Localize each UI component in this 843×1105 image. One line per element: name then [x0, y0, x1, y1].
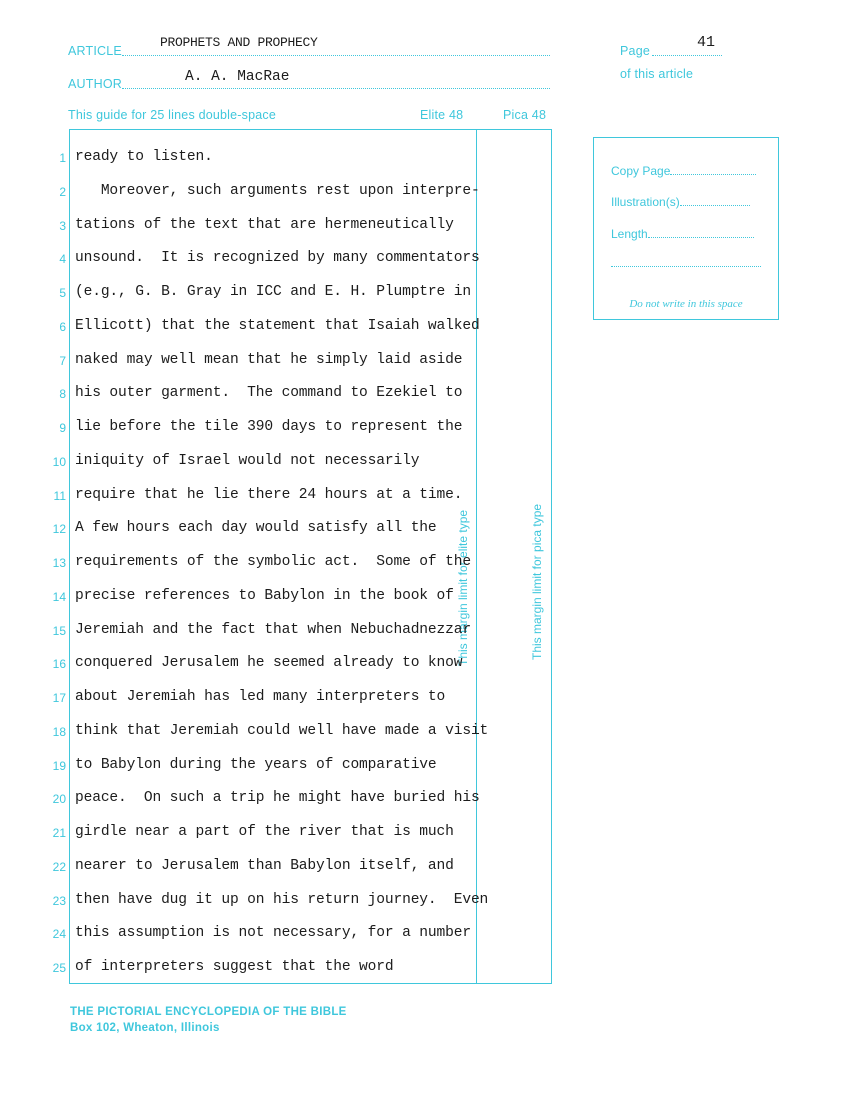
line-number: 14 — [52, 589, 66, 604]
line-number: 23 — [52, 893, 66, 908]
illustrations-label: Illustration(s) — [611, 195, 680, 209]
line-number: 6 — [59, 319, 66, 334]
manuscript-line: iniquity of Israel would not necessarily — [75, 452, 420, 469]
line-number: 5 — [59, 286, 66, 300]
manuscript-line: girdle near a part of the river that is much — [75, 824, 454, 840]
author-label: AUTHOR — [68, 77, 122, 91]
line-number: 2 — [59, 184, 66, 199]
manuscript-line: tations of the text that are hermeneutically — [75, 216, 454, 233]
copy-info-box — [593, 137, 779, 320]
copy-page-dots — [670, 174, 756, 175]
line-number: 24 — [52, 927, 66, 942]
blank-row — [611, 256, 761, 270]
pica-label: Pica 48 — [503, 108, 547, 122]
of-this-article-label: of this article — [620, 67, 694, 81]
line-number: 17 — [52, 691, 66, 705]
line-number: 9 — [59, 421, 66, 435]
line-number: 19 — [52, 758, 66, 773]
line-number: 15 — [52, 623, 66, 638]
manuscript-line: require that he lie there 24 hours at a time. — [75, 486, 463, 503]
manuscript-line: then have dug it up on his return journey. Even — [75, 891, 489, 908]
manuscript-line: precise references to Babylon in the book of — [75, 587, 454, 604]
guide-text: This guide for 25 lines double-space — [68, 108, 277, 122]
footer-address: Box 102, Wheaton, Illinois — [70, 1022, 220, 1034]
line-number: 7 — [59, 353, 66, 368]
do-not-write-note: Do not write in this space — [629, 298, 743, 310]
length-label: Length — [611, 227, 648, 241]
author-dotted-line — [122, 88, 550, 89]
article-dotted-line — [122, 55, 550, 56]
manuscript-line: of interpreters suggest that the word — [75, 959, 394, 975]
author-name: A. A. MacRae — [185, 69, 290, 85]
manuscript-line: Ellicott) that the statement that Isaiah walked — [75, 317, 480, 334]
manuscript-line: naked may well mean that he simply laid aside — [75, 351, 463, 368]
copy-page-row — [611, 164, 756, 178]
line-number: 25 — [52, 961, 66, 975]
line-number: 16 — [52, 657, 66, 672]
manuscript-line: peace. On such a trip he might have buried his — [75, 790, 480, 807]
line-number: 22 — [52, 859, 66, 874]
manuscript-line: requirements of the symbolic act. Some of the — [75, 554, 471, 570]
line-number: 1 — [59, 151, 66, 165]
manuscript-line: nearer to Jerusalem than Babylon itself, and — [75, 857, 454, 874]
line-number: 13 — [52, 556, 66, 570]
length-dots — [648, 237, 754, 238]
line-number: 3 — [59, 218, 66, 233]
manuscript-line: lie before the tile 390 days to represent the — [75, 419, 463, 435]
blank-dots — [611, 256, 761, 267]
manuscript-line: this assumption is not necessary, for a number — [75, 925, 471, 942]
elite-label: Elite 48 — [420, 108, 464, 122]
article-label: ARTICLE — [68, 44, 122, 58]
manuscript-line: his outer garment. The command to Ezekiel to — [75, 385, 463, 402]
manuscript-line: Moreover, such arguments rest upon interpre- — [75, 182, 480, 199]
article-title: PROPHETS AND PROPHECY — [160, 35, 318, 50]
manuscript-line: A few hours each day would satisfy all the — [75, 520, 437, 537]
manuscript-line: unsound. It is recognized by many commentators — [75, 250, 480, 267]
line-number: 21 — [52, 826, 66, 840]
manuscript-line: to Babylon during the years of comparative — [75, 756, 437, 773]
page-label: Page — [620, 44, 650, 58]
manuscript-line: ready to listen. — [75, 149, 213, 165]
manuscript-line: about Jeremiah has led many interpreters to — [75, 689, 446, 705]
manuscript-line: conquered Jerusalem he seemed already to know — [75, 655, 463, 672]
line-number: 11 — [53, 488, 66, 503]
line-number: 18 — [52, 724, 66, 739]
page-number: 41 — [697, 34, 716, 51]
manuscript-line: Jeremiah and the fact that when Nebuchadnezzar — [75, 621, 471, 638]
page-dotted-line — [652, 55, 722, 56]
line-number: 4 — [59, 252, 66, 267]
line-number: 8 — [59, 387, 66, 402]
length-row — [611, 227, 754, 241]
line-number: 10 — [52, 454, 66, 469]
copy-page-label: Copy Page — [611, 164, 671, 178]
line-number: 12 — [52, 522, 66, 537]
pica-margin-note: This margin limit for pica type — [530, 503, 544, 660]
illustrations-dots — [680, 205, 750, 206]
manuscript-line: (e.g., G. B. Gray in ICC and E. H. Plumptre in — [75, 284, 471, 300]
elite-margin-note: This margin limit for elite type — [456, 509, 470, 666]
footer-publisher: THE PICTORIAL ENCYCLOPEDIA OF THE BIBLE — [70, 1006, 347, 1018]
manuscript-line: think that Jeremiah could well have made a visit — [75, 722, 489, 739]
line-number: 20 — [52, 792, 66, 807]
illustrations-row — [611, 195, 750, 209]
